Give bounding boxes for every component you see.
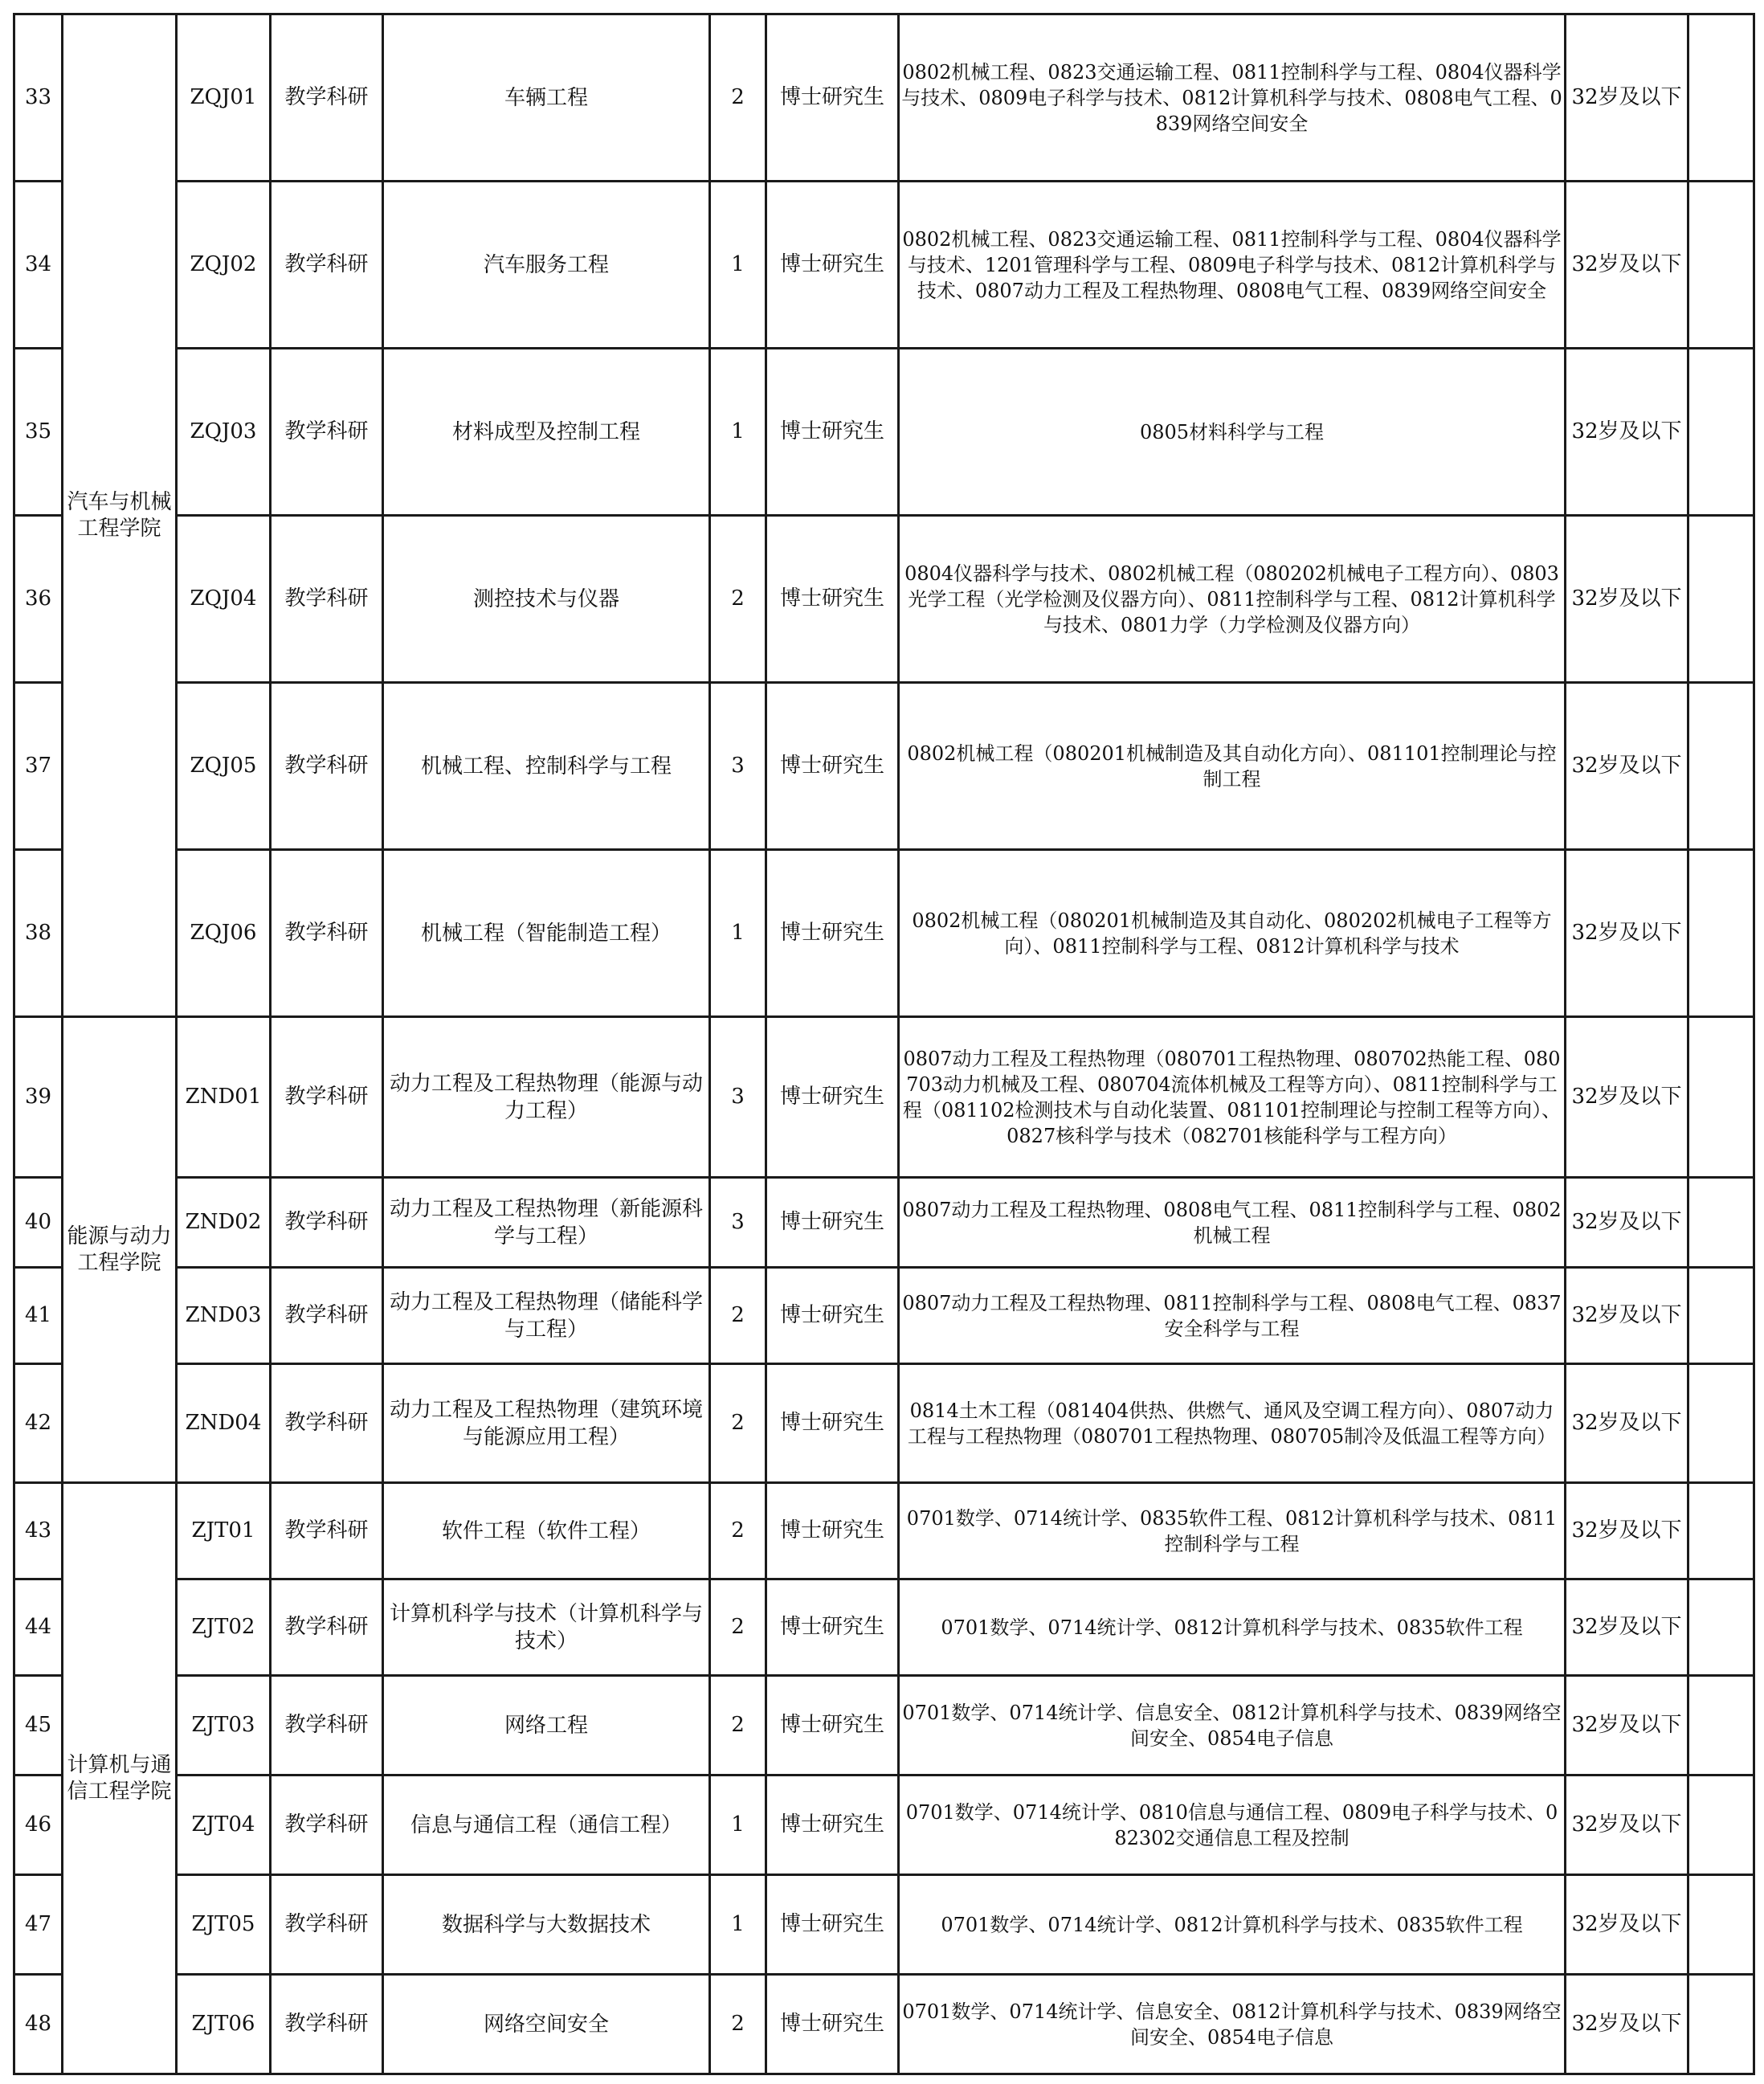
position-name-cell: 材料成型及控制工程 <box>383 349 710 516</box>
age-limit-cell: 32岁及以下 <box>1566 14 1688 182</box>
majors-cell: 0814土木工程（081404供热、供燃气、通风及空调工程方向）、0807动力工程与工程热物理（080701工程热物理、080705制冷及低温工程等方向） <box>899 1364 1566 1483</box>
education-cell: 博士研究生 <box>766 1676 899 1775</box>
position-code-cell: ZND01 <box>177 1017 271 1178</box>
row-number-cell: 48 <box>14 1975 63 2074</box>
education-cell: 博士研究生 <box>766 182 899 349</box>
age-limit-cell: 32岁及以下 <box>1566 1483 1688 1579</box>
position-type-cell: 教学科研 <box>271 1017 383 1178</box>
position-code-cell: ZQJ04 <box>177 516 271 683</box>
majors-cell: 0701数学、0714统计学、0812计算机科学与技术、0835软件工程 <box>899 1579 1566 1676</box>
position-name-cell: 测控技术与仪器 <box>383 516 710 683</box>
position-code-cell: ZQJ03 <box>177 349 271 516</box>
headcount-cell: 3 <box>710 1178 766 1268</box>
position-type-cell: 教学科研 <box>271 14 383 182</box>
note-cell <box>1688 1975 1754 2074</box>
note-cell <box>1688 516 1754 683</box>
position-code-cell: ZND03 <box>177 1268 271 1364</box>
note-cell <box>1688 683 1754 850</box>
note-cell <box>1688 14 1754 182</box>
table-row <box>14 850 1754 1017</box>
education-cell: 博士研究生 <box>766 1268 899 1364</box>
education-cell: 博士研究生 <box>766 1364 899 1483</box>
table-row <box>14 1975 1754 2074</box>
position-code-cell: ZQJ05 <box>177 683 271 850</box>
table-row <box>14 1268 1754 1364</box>
note-cell <box>1688 1017 1754 1178</box>
majors-cell: 0701数学、0714统计学、0810信息与通信工程、0809电子科学与技术、082302交通信息工程及控制 <box>899 1775 1566 1875</box>
majors-cell: 0802机械工程（080201机械制造及其自动化方向）、081101控制理论与控制工程 <box>899 683 1566 850</box>
position-code-cell: ZQJ06 <box>177 850 271 1017</box>
headcount-cell: 2 <box>710 1975 766 2074</box>
note-cell <box>1688 1579 1754 1676</box>
headcount-cell: 3 <box>710 1017 766 1178</box>
age-limit-cell: 32岁及以下 <box>1566 516 1688 683</box>
position-code-cell: ZJT01 <box>177 1483 271 1579</box>
age-limit-cell: 32岁及以下 <box>1566 1017 1688 1178</box>
headcount-cell: 1 <box>710 1875 766 1975</box>
age-limit-cell: 32岁及以下 <box>1566 1178 1688 1268</box>
headcount-cell: 1 <box>710 349 766 516</box>
position-type-cell: 教学科研 <box>271 850 383 1017</box>
position-name-cell: 机械工程、控制科学与工程 <box>383 683 710 850</box>
age-limit-cell: 32岁及以下 <box>1566 1579 1688 1676</box>
position-type-cell: 教学科研 <box>271 1875 383 1975</box>
position-name-cell: 数据科学与大数据技术 <box>383 1875 710 1975</box>
college-cell: 能源与动力工程学院 <box>63 1017 177 1483</box>
age-limit-cell: 32岁及以下 <box>1566 182 1688 349</box>
position-type-cell: 教学科研 <box>271 516 383 683</box>
position-code-cell: ZQJ02 <box>177 182 271 349</box>
college-cell: 汽车与机械工程学院 <box>63 14 177 1017</box>
headcount-cell: 2 <box>710 14 766 182</box>
education-cell: 博士研究生 <box>766 1775 899 1875</box>
position-type-cell: 教学科研 <box>271 182 383 349</box>
position-code-cell: ZJT02 <box>177 1579 271 1676</box>
table-row <box>14 349 1754 516</box>
table-row <box>14 1676 1754 1775</box>
position-code-cell: ZJT06 <box>177 1975 271 2074</box>
education-cell: 博士研究生 <box>766 14 899 182</box>
age-limit-cell: 32岁及以下 <box>1566 1676 1688 1775</box>
majors-cell: 0802机械工程、0823交通运输工程、0811控制科学与工程、0804仪器科学与技术、0809电子科学与技术、0812计算机科学与技术、0808电气工程、0839网络空间安全 <box>899 14 1566 182</box>
position-name-cell: 动力工程及工程热物理（新能源科学与工程） <box>383 1178 710 1268</box>
table-row <box>14 1875 1754 1975</box>
note-cell <box>1688 1676 1754 1775</box>
row-number-cell: 46 <box>14 1775 63 1875</box>
position-type-cell: 教学科研 <box>271 1483 383 1579</box>
majors-cell: 0807动力工程及工程热物理、0808电气工程、0811控制科学与工程、0802机械工程 <box>899 1178 1566 1268</box>
majors-cell: 0701数学、0714统计学、0812计算机科学与技术、0835软件工程 <box>899 1875 1566 1975</box>
note-cell <box>1688 1364 1754 1483</box>
note-cell <box>1688 850 1754 1017</box>
education-cell: 博士研究生 <box>766 349 899 516</box>
position-type-cell: 教学科研 <box>271 1364 383 1483</box>
table-row <box>14 182 1754 349</box>
majors-cell: 0701数学、0714统计学、信息安全、0812计算机科学与技术、0839网络空间安全、0854电子信息 <box>899 1676 1566 1775</box>
headcount-cell: 1 <box>710 1775 766 1875</box>
row-number-cell: 44 <box>14 1579 63 1676</box>
position-type-cell: 教学科研 <box>271 1268 383 1364</box>
majors-cell: 0807动力工程及工程热物理、0811控制科学与工程、0808电气工程、0837安全科学与工程 <box>899 1268 1566 1364</box>
position-type-cell: 教学科研 <box>271 1676 383 1775</box>
majors-cell: 0701数学、0714统计学、0835软件工程、0812计算机科学与技术、0811控制科学与工程 <box>899 1483 1566 1579</box>
table-row <box>14 1483 1754 1579</box>
note-cell <box>1688 349 1754 516</box>
position-name-cell: 机械工程（智能制造工程） <box>383 850 710 1017</box>
age-limit-cell: 32岁及以下 <box>1566 1364 1688 1483</box>
position-type-cell: 教学科研 <box>271 683 383 850</box>
note-cell <box>1688 1875 1754 1975</box>
table-row <box>14 1775 1754 1875</box>
majors-cell: 0804仪器科学与技术、0802机械工程（080202机械电子工程方向）、0803光学工程（光学检测及仪器方向）、0811控制科学与工程、0812计算机科学与技术、0801力学（力学检测及仪器方向） <box>899 516 1566 683</box>
position-code-cell: ZJT04 <box>177 1775 271 1875</box>
table-row <box>14 1364 1754 1483</box>
headcount-cell: 1 <box>710 850 766 1017</box>
note-cell <box>1688 182 1754 349</box>
row-number-cell: 38 <box>14 850 63 1017</box>
row-number-cell: 40 <box>14 1178 63 1268</box>
note-cell <box>1688 1178 1754 1268</box>
row-number-cell: 45 <box>14 1676 63 1775</box>
note-cell <box>1688 1775 1754 1875</box>
position-code-cell: ZND02 <box>177 1178 271 1268</box>
row-number-cell: 42 <box>14 1364 63 1483</box>
position-type-cell: 教学科研 <box>271 1775 383 1875</box>
position-name-cell: 网络工程 <box>383 1676 710 1775</box>
table-row <box>14 516 1754 683</box>
row-number-cell: 37 <box>14 683 63 850</box>
row-number-cell: 43 <box>14 1483 63 1579</box>
headcount-cell: 2 <box>710 1268 766 1364</box>
education-cell: 博士研究生 <box>766 516 899 683</box>
headcount-cell: 2 <box>710 1676 766 1775</box>
education-cell: 博士研究生 <box>766 1975 899 2074</box>
position-code-cell: ZJT05 <box>177 1875 271 1975</box>
majors-cell: 0807动力工程及工程热物理（080701工程热物理、080702热能工程、080703动力机械及工程、080704流体机械及工程等方向）、0811控制科学与工程（081102检测技术与自动化装置、081101控制理论与控制工程等方向）、0827核科学与技术（082701核能科学与工程方向） <box>899 1017 1566 1178</box>
table-row <box>14 14 1754 182</box>
headcount-cell: 2 <box>710 1483 766 1579</box>
position-type-cell: 教学科研 <box>271 1178 383 1268</box>
majors-cell: 0802机械工程、0823交通运输工程、0811控制科学与工程、0804仪器科学与技术、1201管理科学与工程、0809电子科学与技术、0812计算机科学与技术、0807动力工程及工程热物理、0808电气工程、0839网络空间安全 <box>899 182 1566 349</box>
education-cell: 博士研究生 <box>766 1178 899 1268</box>
education-cell: 博士研究生 <box>766 1579 899 1676</box>
row-number-cell: 39 <box>14 1017 63 1178</box>
row-number-cell: 34 <box>14 182 63 349</box>
row-number-cell: 33 <box>14 14 63 182</box>
age-limit-cell: 32岁及以下 <box>1566 683 1688 850</box>
education-cell: 博士研究生 <box>766 850 899 1017</box>
position-name-cell: 汽车服务工程 <box>383 182 710 349</box>
education-cell: 博士研究生 <box>766 1875 899 1975</box>
position-name-cell: 信息与通信工程（通信工程） <box>383 1775 710 1875</box>
majors-cell: 0701数学、0714统计学、信息安全、0812计算机科学与技术、0839网络空间安全、0854电子信息 <box>899 1975 1566 2074</box>
position-type-cell: 教学科研 <box>271 349 383 516</box>
position-code-cell: ZQJ01 <box>177 14 271 182</box>
college-cell: 计算机与通信工程学院 <box>63 1483 177 2074</box>
row-number-cell: 47 <box>14 1875 63 1975</box>
position-name-cell: 计算机科学与技术（计算机科学与技术） <box>383 1579 710 1676</box>
row-number-cell: 35 <box>14 349 63 516</box>
headcount-cell: 3 <box>710 683 766 850</box>
age-limit-cell: 32岁及以下 <box>1566 1775 1688 1875</box>
age-limit-cell: 32岁及以下 <box>1566 850 1688 1017</box>
position-name-cell: 网络空间安全 <box>383 1975 710 2074</box>
headcount-cell: 2 <box>710 1579 766 1676</box>
age-limit-cell: 32岁及以下 <box>1566 1975 1688 2074</box>
table-body <box>14 14 1754 2074</box>
row-number-cell: 36 <box>14 516 63 683</box>
position-name-cell: 动力工程及工程热物理（能源与动力工程） <box>383 1017 710 1178</box>
table-row <box>14 1579 1754 1676</box>
row-number-cell: 41 <box>14 1268 63 1364</box>
position-name-cell: 动力工程及工程热物理（储能科学与工程） <box>383 1268 710 1364</box>
age-limit-cell: 32岁及以下 <box>1566 1268 1688 1364</box>
position-type-cell: 教学科研 <box>271 1579 383 1676</box>
education-cell: 博士研究生 <box>766 683 899 850</box>
education-cell: 博士研究生 <box>766 1017 899 1178</box>
position-name-cell: 动力工程及工程热物理（建筑环境与能源应用工程） <box>383 1364 710 1483</box>
note-cell <box>1688 1483 1754 1579</box>
education-cell: 博士研究生 <box>766 1483 899 1579</box>
position-type-cell: 教学科研 <box>271 1975 383 2074</box>
age-limit-cell: 32岁及以下 <box>1566 349 1688 516</box>
position-name-cell: 车辆工程 <box>383 14 710 182</box>
headcount-cell: 2 <box>710 1364 766 1483</box>
position-code-cell: ZND04 <box>177 1364 271 1483</box>
table-row <box>14 1178 1754 1268</box>
note-cell <box>1688 1268 1754 1364</box>
age-limit-cell: 32岁及以下 <box>1566 1875 1688 1975</box>
table-row <box>14 1017 1754 1178</box>
majors-cell: 0802机械工程（080201机械制造及其自动化、080202机械电子工程等方向）、0811控制科学与工程、0812计算机科学与技术 <box>899 850 1566 1017</box>
position-code-cell: ZJT03 <box>177 1676 271 1775</box>
headcount-cell: 1 <box>710 182 766 349</box>
majors-cell: 0805材料科学与工程 <box>899 349 1566 516</box>
headcount-cell: 2 <box>710 516 766 683</box>
table-row <box>14 683 1754 850</box>
recruitment-table <box>13 13 1755 2075</box>
position-name-cell: 软件工程（软件工程） <box>383 1483 710 1579</box>
